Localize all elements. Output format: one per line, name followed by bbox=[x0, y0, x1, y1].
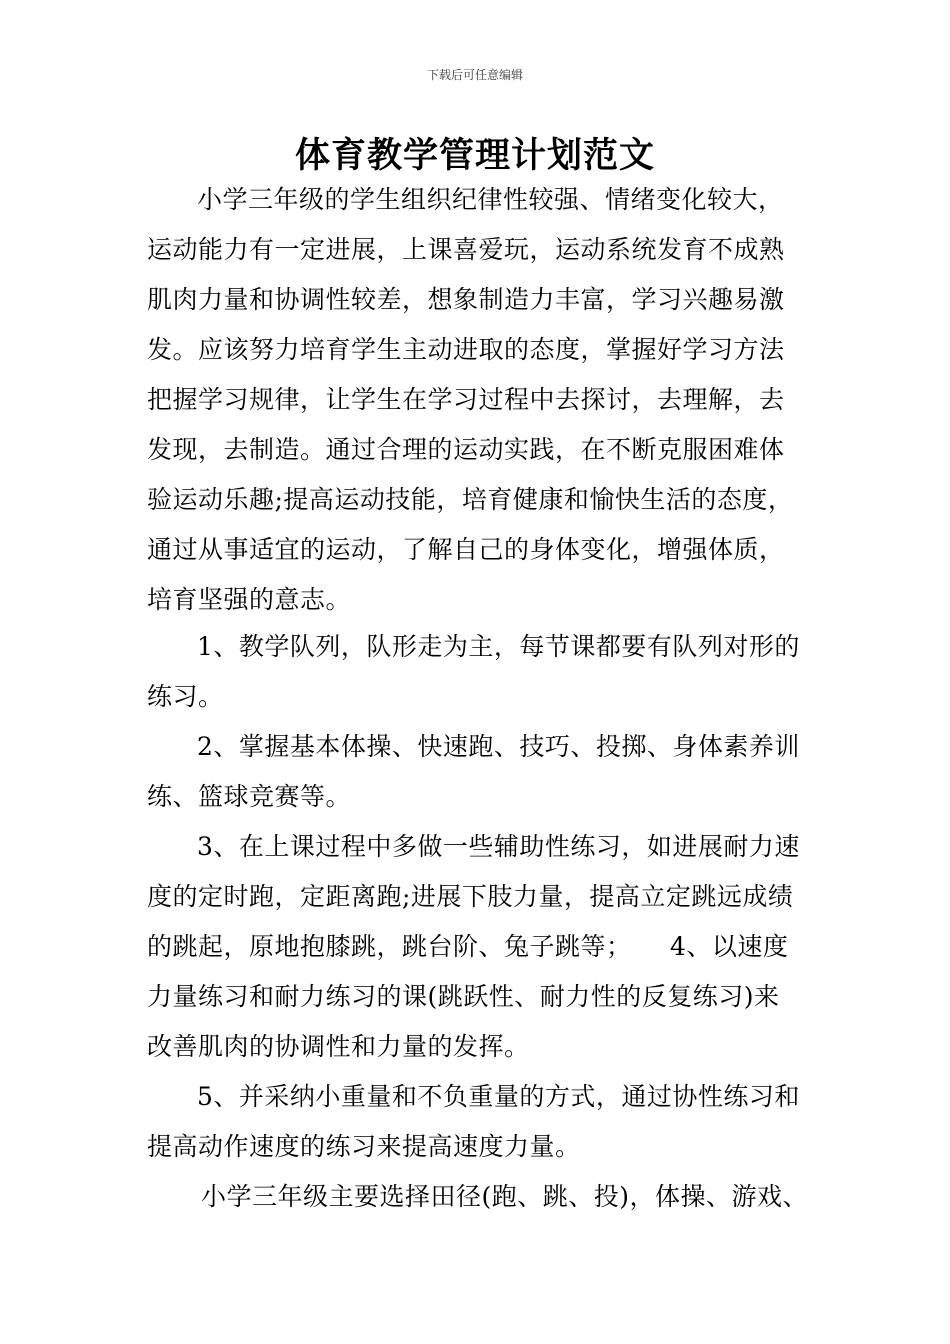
body-line: 发现，去制造。通过合理的运动实践，在不断克服困难体 bbox=[147, 435, 785, 464]
body-line: 运动能力有一定进展，上课喜爱玩，运动系统发育不成熟 bbox=[147, 235, 785, 264]
body-line: 3、在上课过程中多做一些辅助性练习，如进展耐力速 bbox=[197, 832, 800, 861]
body-line: 小学三年级的学生组织纪律性较强、情绪变化较大， bbox=[197, 185, 784, 214]
body-line: 练习。 bbox=[147, 682, 224, 711]
body-line: 1、教学队列，队形走为主，每节课都要有队列对形的 bbox=[197, 632, 800, 661]
body-line: 5、并采纳小重量和不负重量的方式，通过协性练习和 bbox=[197, 1082, 800, 1111]
body-line: 通过从事适宜的运动，了解自己的身体变化，增强体质， bbox=[147, 535, 785, 564]
body-line: 练、篮球竞赛等。 bbox=[147, 782, 352, 811]
body-line: 力量练习和耐力练习的课(跳跃性、耐力性的反复练习)来 bbox=[147, 982, 780, 1011]
body-line: 培育坚强的意志。 bbox=[147, 585, 352, 614]
body-line: 的跳起，原地抱膝跳，跳台阶、兔子跳等； 4、以速度 bbox=[147, 932, 789, 961]
body-line: 验运动乐趣;提高运动技能，培育健康和愉快生活的态度， bbox=[147, 485, 794, 514]
body-line: 小学三年级主要选择田径(跑、跳、投)，体操、游戏、 bbox=[201, 1182, 809, 1211]
body-line: 把握学习规律，让学生在学习过程中去探讨，去理解，去 bbox=[147, 385, 785, 414]
body-line: 提高动作速度的练习来提高速度力量。 bbox=[147, 1132, 581, 1161]
body-line: 改善肌肉的协调性和力量的发挥。 bbox=[147, 1032, 530, 1061]
body-line: 发。应该努力培育学生主动进取的态度，掌握好学习方法 bbox=[147, 335, 785, 364]
document-title: 体育教学管理计划范文 bbox=[294, 135, 655, 176]
header-note: 下载后可任意编辑 bbox=[426, 68, 523, 82]
body-line: 2、掌握基本体操、快速跑、技巧、投掷、身体素养训 bbox=[197, 732, 800, 761]
body-line: 肌肉力量和协调性较差，想象制造力丰富，学习兴趣易激 bbox=[147, 285, 785, 314]
body-line: 度的定时跑，定距离跑;进展下肢力量，提高立定跳远成绩 bbox=[147, 882, 794, 911]
